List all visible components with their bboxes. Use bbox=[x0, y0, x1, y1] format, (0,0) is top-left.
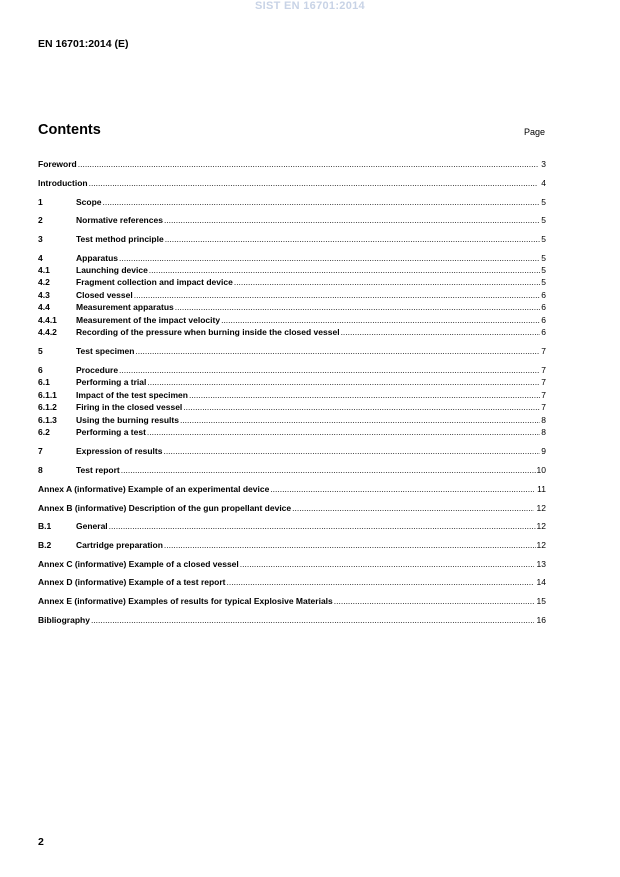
toc-entry-page: 7 bbox=[541, 402, 546, 412]
toc-entry-title: Procedure bbox=[76, 365, 119, 375]
toc-leader-dots bbox=[334, 595, 534, 607]
toc-entry-page: 9 bbox=[541, 446, 546, 456]
toc-entry-page: 10 bbox=[536, 465, 546, 475]
toc-entry-title: Measurement of the impact velocity bbox=[76, 315, 221, 325]
toc-entry[interactable] bbox=[38, 364, 546, 376]
toc-entry[interactable] bbox=[38, 214, 546, 226]
toc-entry[interactable] bbox=[38, 539, 546, 551]
toc-entry-page: 5 bbox=[541, 234, 546, 244]
toc-entry-title: Test specimen bbox=[76, 346, 135, 356]
toc-entry-title: Test report bbox=[76, 465, 120, 475]
toc-leader-dots bbox=[240, 558, 534, 570]
toc-entry[interactable] bbox=[38, 196, 546, 208]
toc-entry[interactable] bbox=[38, 158, 546, 170]
toc-entry[interactable] bbox=[38, 445, 546, 457]
toc-entry[interactable] bbox=[38, 502, 546, 514]
toc-entry-title: Firing in the closed vessel bbox=[76, 402, 183, 412]
toc-leader-dots bbox=[163, 445, 540, 457]
toc-entry-title: Annex A (informative) Example of an experimental device bbox=[38, 484, 270, 494]
toc-leader-dots bbox=[175, 301, 540, 313]
toc-entry[interactable] bbox=[38, 576, 546, 588]
toc-leader-dots bbox=[119, 364, 540, 376]
toc-entry-title: Performing a trial bbox=[76, 377, 147, 387]
toc-entry-page: 14 bbox=[536, 577, 546, 587]
toc-entry-number: 6.1.2 bbox=[38, 402, 57, 412]
toc-entry-page: 13 bbox=[536, 559, 546, 569]
toc-entry-title: Scope bbox=[76, 197, 102, 207]
toc-leader-dots bbox=[183, 401, 540, 413]
toc-leader-dots bbox=[78, 158, 539, 170]
toc-entry-title: Performing a test bbox=[76, 427, 146, 437]
toc-entry-page: 5 bbox=[541, 253, 546, 263]
toc-entry-number: 4.2 bbox=[38, 277, 50, 287]
toc-entry-number: 4.3 bbox=[38, 290, 50, 300]
toc-entry[interactable] bbox=[38, 426, 546, 438]
toc-entry-page: 7 bbox=[541, 377, 546, 387]
toc-entry-number: 6 bbox=[38, 365, 43, 375]
document-id: EN 16701:2014 (E) bbox=[38, 38, 129, 50]
toc-entry-title: Cartridge preparation bbox=[76, 540, 163, 550]
toc-entry[interactable] bbox=[38, 233, 546, 245]
toc-entry-title: Test method principle bbox=[76, 234, 164, 244]
toc-entry-title: Apparatus bbox=[76, 253, 119, 263]
toc-entry-number: 4.4.2 bbox=[38, 327, 57, 337]
toc-entry-page: 7 bbox=[541, 390, 546, 400]
toc-entry[interactable] bbox=[38, 520, 546, 532]
toc-entry-title: Using the burning results bbox=[76, 415, 179, 425]
toc-entry-page: 15 bbox=[536, 596, 546, 606]
toc-entry-page: 6 bbox=[541, 315, 546, 325]
toc-entry-title: Impact of the test specimen bbox=[76, 390, 188, 400]
toc-entry-number: 8 bbox=[38, 465, 43, 475]
toc-entry[interactable] bbox=[38, 464, 546, 476]
toc-entry-title: Annex C (informative) Example of a closed vessel bbox=[38, 559, 239, 569]
toc-entry-title: Fragment collection and impact device bbox=[76, 277, 233, 287]
toc-leader-dots bbox=[164, 539, 536, 551]
toc-leader-dots bbox=[147, 426, 540, 438]
toc-entry-page: 6 bbox=[541, 290, 546, 300]
toc-leader-dots bbox=[121, 464, 536, 476]
toc-leader-dots bbox=[292, 502, 533, 514]
toc-entry-title: Bibliography bbox=[38, 615, 90, 625]
toc-entry[interactable] bbox=[38, 614, 546, 626]
toc-entry-title: Recording of the pressure when burning inside the closed vessel bbox=[76, 327, 340, 337]
toc-entry[interactable] bbox=[38, 389, 546, 401]
toc-entry-number: 6.2 bbox=[38, 427, 50, 437]
watermark: SIST EN 16701:2014 bbox=[255, 0, 365, 12]
toc-entry[interactable] bbox=[38, 558, 546, 570]
toc-heading: Contents bbox=[38, 122, 101, 138]
toc-leader-dots bbox=[165, 233, 541, 245]
toc-entry-page: 6 bbox=[541, 302, 546, 312]
table-of-contents bbox=[38, 0, 546, 877]
toc-entry-page: 12 bbox=[536, 540, 546, 550]
toc-leader-dots bbox=[221, 314, 540, 326]
toc-entry-title: Annex B (informative) Description of the gun propellant device bbox=[38, 503, 292, 513]
toc-leader-dots bbox=[147, 376, 540, 388]
toc-leader-dots bbox=[270, 483, 534, 495]
toc-leader-dots bbox=[234, 276, 540, 288]
toc-leader-dots bbox=[180, 414, 540, 426]
toc-entry-title: Annex E (informative) Examples of results for typical Explosive Materials bbox=[38, 596, 333, 606]
toc-entry-title: Closed vessel bbox=[76, 290, 133, 300]
toc-entry[interactable] bbox=[38, 483, 546, 495]
toc-entry-page: 5 bbox=[541, 277, 546, 287]
toc-entry-page: 12 bbox=[536, 503, 546, 513]
toc-entry-title: General bbox=[76, 521, 108, 531]
toc-entry-page: 12 bbox=[536, 521, 546, 531]
toc-entry[interactable] bbox=[38, 314, 546, 326]
toc-leader-dots bbox=[103, 196, 541, 208]
toc-entry-number: 4.1 bbox=[38, 265, 50, 275]
toc-entry-page: 7 bbox=[541, 346, 546, 356]
toc-leader-dots bbox=[134, 289, 541, 301]
toc-leader-dots bbox=[227, 576, 534, 588]
toc-entry-number: 4.4 bbox=[38, 302, 50, 312]
toc-entry-number: 6.1 bbox=[38, 377, 50, 387]
toc-entry-number: 1 bbox=[38, 197, 43, 207]
toc-entry-number: 7 bbox=[38, 446, 43, 456]
toc-entry[interactable] bbox=[38, 177, 546, 189]
page-column-label: Page bbox=[523, 127, 545, 137]
toc-leader-dots bbox=[164, 214, 540, 226]
toc-entry-number: B.1 bbox=[38, 521, 52, 531]
toc-leader-dots bbox=[341, 326, 541, 338]
toc-entry[interactable] bbox=[38, 376, 546, 388]
toc-leader-dots bbox=[109, 520, 536, 532]
toc-entry[interactable] bbox=[38, 345, 546, 357]
toc-entry[interactable] bbox=[38, 595, 546, 607]
toc-entry-page: 3 bbox=[541, 159, 546, 169]
toc-entry-title: Expression of results bbox=[76, 446, 163, 456]
toc-entry[interactable] bbox=[38, 276, 546, 288]
toc-entry-page: 8 bbox=[541, 415, 546, 425]
toc-entry-page: 7 bbox=[541, 365, 546, 375]
toc-leader-dots bbox=[189, 389, 540, 401]
toc-entry-page: 5 bbox=[541, 265, 546, 275]
toc-entry-number: 3 bbox=[38, 234, 43, 244]
toc-entry-page: 16 bbox=[536, 615, 546, 625]
toc-entry-page: 11 bbox=[537, 484, 546, 494]
toc-entry-title: Foreword bbox=[38, 159, 77, 169]
toc-entry-number: 2 bbox=[38, 215, 43, 225]
toc-entry-title: Launching device bbox=[76, 265, 148, 275]
toc-entry-number: 4.4.1 bbox=[38, 315, 57, 325]
toc-entry-number: 5 bbox=[38, 346, 43, 356]
toc-entry[interactable] bbox=[38, 289, 546, 301]
toc-entry[interactable] bbox=[38, 414, 546, 426]
toc-entry-number: 6.1.3 bbox=[38, 415, 57, 425]
toc-entry-page: 5 bbox=[541, 215, 546, 225]
toc-entry-title: Normative references bbox=[76, 215, 163, 225]
toc-entry-title: Measurement apparatus bbox=[76, 302, 174, 312]
toc-leader-dots bbox=[89, 177, 539, 189]
toc-leader-dots bbox=[91, 614, 534, 626]
toc-entry[interactable] bbox=[38, 264, 546, 276]
toc-entry[interactable] bbox=[38, 252, 546, 264]
toc-entry-page: 6 bbox=[541, 327, 546, 337]
toc-entry[interactable] bbox=[38, 326, 546, 338]
toc-entry[interactable] bbox=[38, 301, 546, 313]
toc-entry-number: 6.1.1 bbox=[38, 390, 57, 400]
toc-entry-title: Introduction bbox=[38, 178, 88, 188]
toc-leader-dots bbox=[149, 264, 540, 276]
page-number: 2 bbox=[38, 836, 44, 848]
toc-entry-number: 4 bbox=[38, 253, 43, 263]
toc-entry-page: 5 bbox=[541, 197, 546, 207]
toc-entry-page: 4 bbox=[541, 178, 546, 188]
toc-entry-page: 8 bbox=[541, 427, 546, 437]
toc-entry[interactable] bbox=[38, 401, 546, 413]
toc-leader-dots bbox=[135, 345, 540, 357]
toc-entry-title: Annex D (informative) Example of a test report bbox=[38, 577, 226, 587]
toc-entry-number: B.2 bbox=[38, 540, 52, 550]
toc-leader-dots bbox=[119, 252, 540, 264]
